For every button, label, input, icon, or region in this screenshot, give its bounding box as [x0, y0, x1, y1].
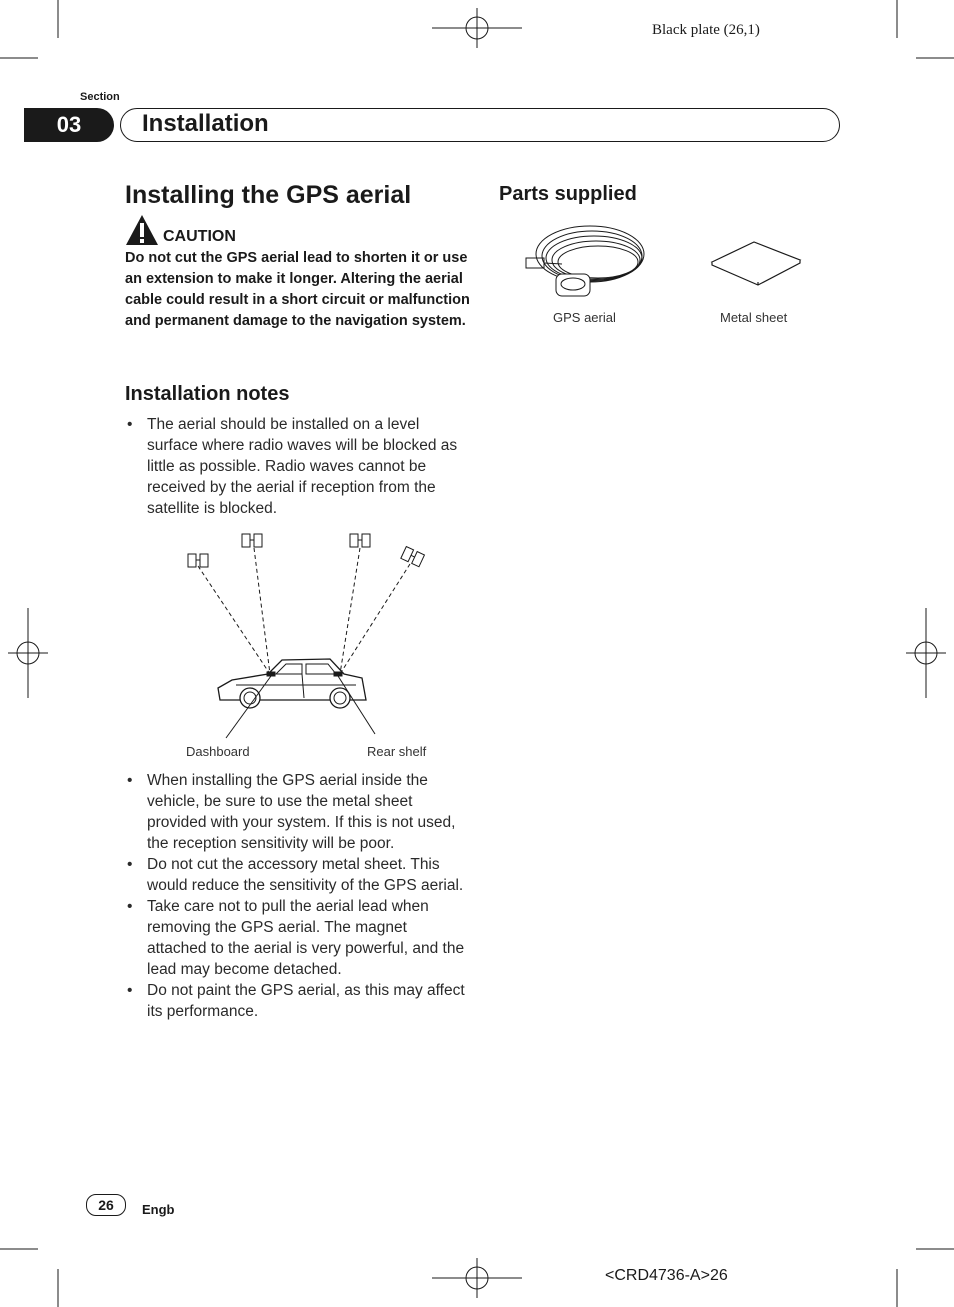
installation-notes-heading: Installation notes	[125, 383, 290, 405]
plate-label: Black plate (26,1)	[652, 22, 760, 38]
section-title: Installation	[142, 110, 269, 137]
satellite-icon	[401, 547, 425, 567]
section-label: Section	[80, 91, 120, 103]
list-item: • The aerial should be installed on a level surface where radio waves will be blocked as little as possible. Radio waves cannot be received by the aerial if reception from the satellite is blocked.	[125, 414, 470, 519]
document-code: <CRD4736-A>26	[605, 1267, 728, 1284]
metal-sheet-icon	[708, 238, 804, 288]
gps-aerial-icon	[522, 218, 652, 308]
caution-text: Do not cut the GPS aerial lead to shorten it or use an extension to make it longer. Altering the aerial cable could result in a short circuit or malfunction and permanent damage to the navigation system.	[125, 250, 470, 329]
page-number: 26	[86, 1194, 126, 1216]
list-item: • Do not paint the GPS aerial, as this may affect its performance.	[125, 980, 470, 1022]
figure-label-rear-shelf: Rear shelf	[367, 744, 427, 759]
satellite-icon	[350, 534, 370, 547]
installation-notes-list-top	[125, 414, 470, 519]
warning-triangle-icon	[125, 214, 159, 246]
section-number: 03	[24, 108, 114, 142]
figure-label-dashboard: Dashboard	[186, 744, 250, 759]
list-item: • Do not cut the accessory metal sheet. This would reduce the sensitivity of the GPS aerial.	[125, 854, 470, 896]
satellite-icon	[242, 534, 262, 547]
satellite-icon	[188, 554, 208, 567]
page-title: Installing the GPS aerial	[125, 181, 412, 209]
installation-notes-list-bottom	[125, 770, 470, 1022]
list-item: • When installing the GPS aerial inside the vehicle, be sure to use the metal sheet provided with your system. If this is not used, the reception sensitivity will be poor.	[125, 770, 470, 854]
parts-supplied-heading: Parts supplied	[499, 183, 637, 205]
language-code: Engb	[142, 1202, 175, 1217]
car-icon	[218, 659, 366, 708]
caution-label: CAUTION	[163, 228, 236, 245]
part-label-gps-aerial: GPS aerial	[553, 310, 616, 325]
list-item: • Take care not to pull the aerial lead when removing the GPS aerial. The magnet attached to the aerial is very powerful, and the lead may become detached.	[125, 896, 470, 980]
car-satellite-figure	[170, 528, 440, 728]
part-label-metal-sheet: Metal sheet	[720, 310, 788, 325]
